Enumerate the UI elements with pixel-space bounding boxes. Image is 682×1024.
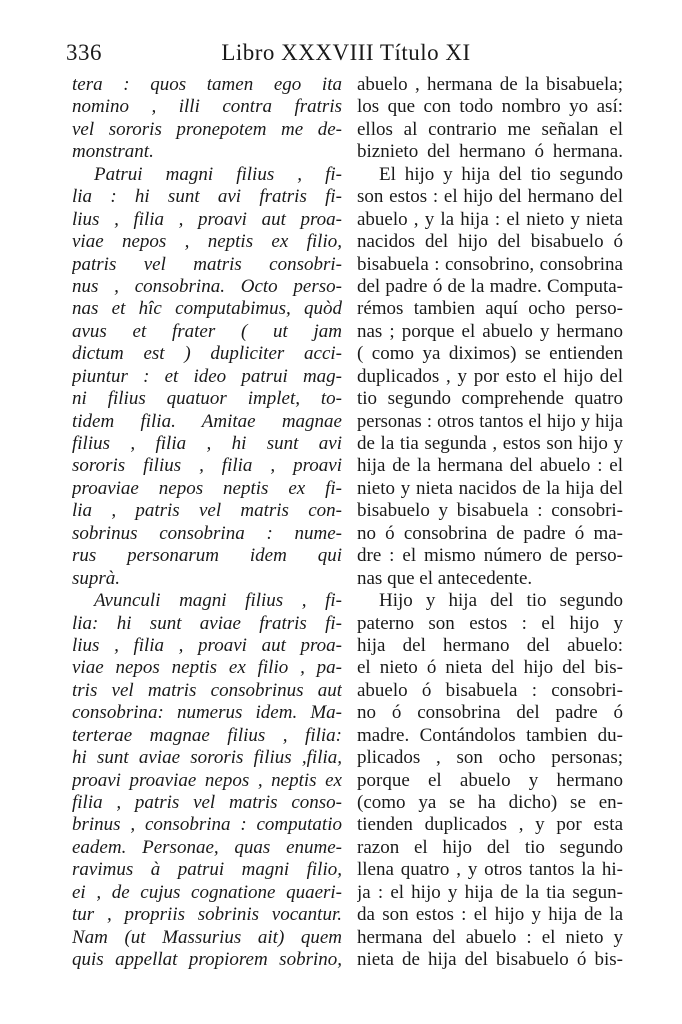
text-line: filius , filia , hi sunt avi — [72, 433, 342, 454]
text-line: vel sororis pronepotem me de- — [72, 118, 342, 140]
text-line: lius , filia , proavi aut proa- — [72, 634, 342, 656]
text-line: eadem. Personae, quas enume- — [72, 836, 342, 858]
text-line: madre. Contándolos tambien du- — [357, 724, 623, 746]
text-line: Avunculi magni filius , fi- — [94, 590, 342, 612]
spanish-column — [357, 74, 623, 972]
text-line: razon el hijo del tio segundo — [357, 836, 623, 858]
text-line: no ó consobrina de padre ó ma- — [357, 522, 623, 544]
text-line: consobrina: numerus idem. Ma- — [72, 702, 342, 724]
text-line: nacidos del hijo del bisabuelo ó — [357, 231, 623, 253]
text-line: avus et frater ( ut jam — [72, 320, 342, 342]
text-line: bisabuelo y bisabuela : consobri- — [357, 500, 623, 522]
text-line: abuelo , hermana de la bisabuela; — [357, 74, 623, 95]
text-line: El hijo y hija del tio segundo — [379, 163, 623, 185]
text-line: hi sunt aviae sororis filius ,filia, — [72, 747, 342, 769]
text-line: son estos : el hijo del hermano del — [357, 186, 623, 208]
text-line: tris vel matris consobrinus aut — [72, 679, 342, 701]
text-line: nus , consobrina. Octo perso- — [72, 275, 342, 297]
text-line: Nam (ut Massurius ait) quem — [72, 926, 342, 948]
text-line: llena quatro , y otros tantos la hi- — [357, 859, 623, 881]
page-header — [66, 40, 626, 70]
text-line: suprà. — [72, 567, 121, 589]
text-line: ni filius quatuor implet, to- — [72, 388, 342, 410]
text-line: ja : el hijo y hija de la tia segun- — [357, 881, 623, 903]
text-line: Hijo y hija del tio segundo — [379, 590, 623, 612]
text-line: porque el abuelo y hermano — [357, 769, 623, 791]
text-line: tera : quos tamen ego ita — [72, 74, 342, 95]
text-line: quis appellat propiorem sobrino, — [72, 949, 342, 971]
text-line: Patrui magni filius , fi- — [94, 163, 342, 185]
text-line: sobrinus consobrina : nume- — [72, 522, 342, 544]
text-line: tidem filia. Amitae magnae — [72, 410, 342, 432]
text-line: tienden duplicados , y por esta — [357, 814, 623, 836]
text-line: hermana del abuelo : el nieto y — [357, 926, 623, 948]
text-line: del padre ó de la madre. Computa- — [357, 275, 623, 297]
text-line: duplicados , y por esto el hijo del — [357, 365, 623, 387]
text-line: piuntur : et ideo patrui mag- — [72, 365, 342, 387]
text-line: viae nepos , neptis ex filio, — [72, 231, 342, 253]
text-line: no ó consobrina del padre ó — [357, 702, 623, 724]
text-line: nas et hîc computabimus, quòd — [72, 298, 342, 320]
text-line: bisabuela : consobrino, consobrina — [357, 253, 623, 275]
text-line: ellos al contrario me señalan el — [357, 118, 623, 140]
text-line: viae nepos neptis ex filio , pa- — [72, 657, 342, 679]
text-line: abuelo ó bisabuela : consobri- — [357, 679, 623, 701]
text-line: brinus , consobrina : computatio — [72, 814, 342, 836]
text-line: de la tia segunda , estos son hijo y — [357, 433, 623, 454]
text-line: abuelo , y la hija : el nieto y nieta — [357, 208, 623, 230]
text-line: (como ya se ha dicho) se en- — [357, 792, 623, 813]
text-line: ei , de cujus cognatione quaeri- — [72, 881, 342, 903]
text-line: personas : otros tantos el hijo y hija — [357, 411, 623, 432]
text-line: lia , patris vel matris con- — [72, 500, 342, 522]
text-line: nas que el antecedente. — [357, 567, 533, 589]
text-line: tio segundo comprehende quatro — [357, 388, 623, 410]
text-line: filia , patris vel matris conso- — [72, 792, 342, 813]
text-line: dre : el mismo número de perso- — [357, 545, 623, 567]
text-line: lia: hi sunt aviae fratris fi- — [72, 612, 342, 634]
page-number: 336 — [66, 40, 102, 65]
text-line: lius , filia , proavi aut proa- — [72, 208, 342, 230]
text-line: biznieto del hermano ó hermana. — [357, 141, 623, 163]
text-line: sororis filius , filia , proavi — [72, 455, 342, 477]
text-line: paterno son estos : el hijo y — [357, 612, 623, 634]
text-line: ( como ya diximos) se entienden — [357, 343, 623, 365]
text-line: hija de la hermana del abuelo : el — [357, 455, 623, 477]
text-line: lia : hi sunt avi fratris fi- — [72, 186, 342, 208]
text-line: proavi proaviae nepos , neptis ex — [72, 769, 342, 791]
text-line: rus personarum idem qui — [72, 545, 342, 567]
text-line: hija del hermano del abuelo: — [357, 634, 623, 656]
latin-column — [72, 74, 342, 972]
text-line: dictum est ) dupliciter acci- — [72, 343, 342, 365]
text-line: tur , propriis sobrinis vocantur. — [72, 904, 342, 926]
text-line: proaviae nepos neptis ex fi- — [72, 477, 342, 499]
text-line: ravimus à patrui magni filio, — [72, 859, 342, 881]
running-title: Libro XXXVIII Título XI — [221, 40, 471, 65]
text-line: patris vel matris consobri- — [72, 253, 342, 275]
text-line: da son estos : el hijo y hija de la — [357, 904, 623, 926]
text-line: monstrant. — [72, 141, 154, 163]
text-line: nieto y nieta nacidos de la hija del — [357, 477, 623, 499]
text-line: nieta de hija del bisabuelo ó bis- — [357, 949, 623, 971]
text-line: los que con todo nombro yo así: — [357, 96, 623, 118]
text-line: nomino , illi contra fratris — [72, 96, 342, 118]
text-line: rémos tambien aquí ocho perso- — [357, 298, 623, 320]
text-line: plicados , son ocho personas; — [357, 747, 623, 769]
text-line: el nieto ó nieta del hijo del bis- — [357, 657, 623, 679]
text-line: terterae magnae filius , filia: — [72, 724, 342, 746]
text-line: nas ; porque el abuelo y hermano — [357, 320, 623, 342]
